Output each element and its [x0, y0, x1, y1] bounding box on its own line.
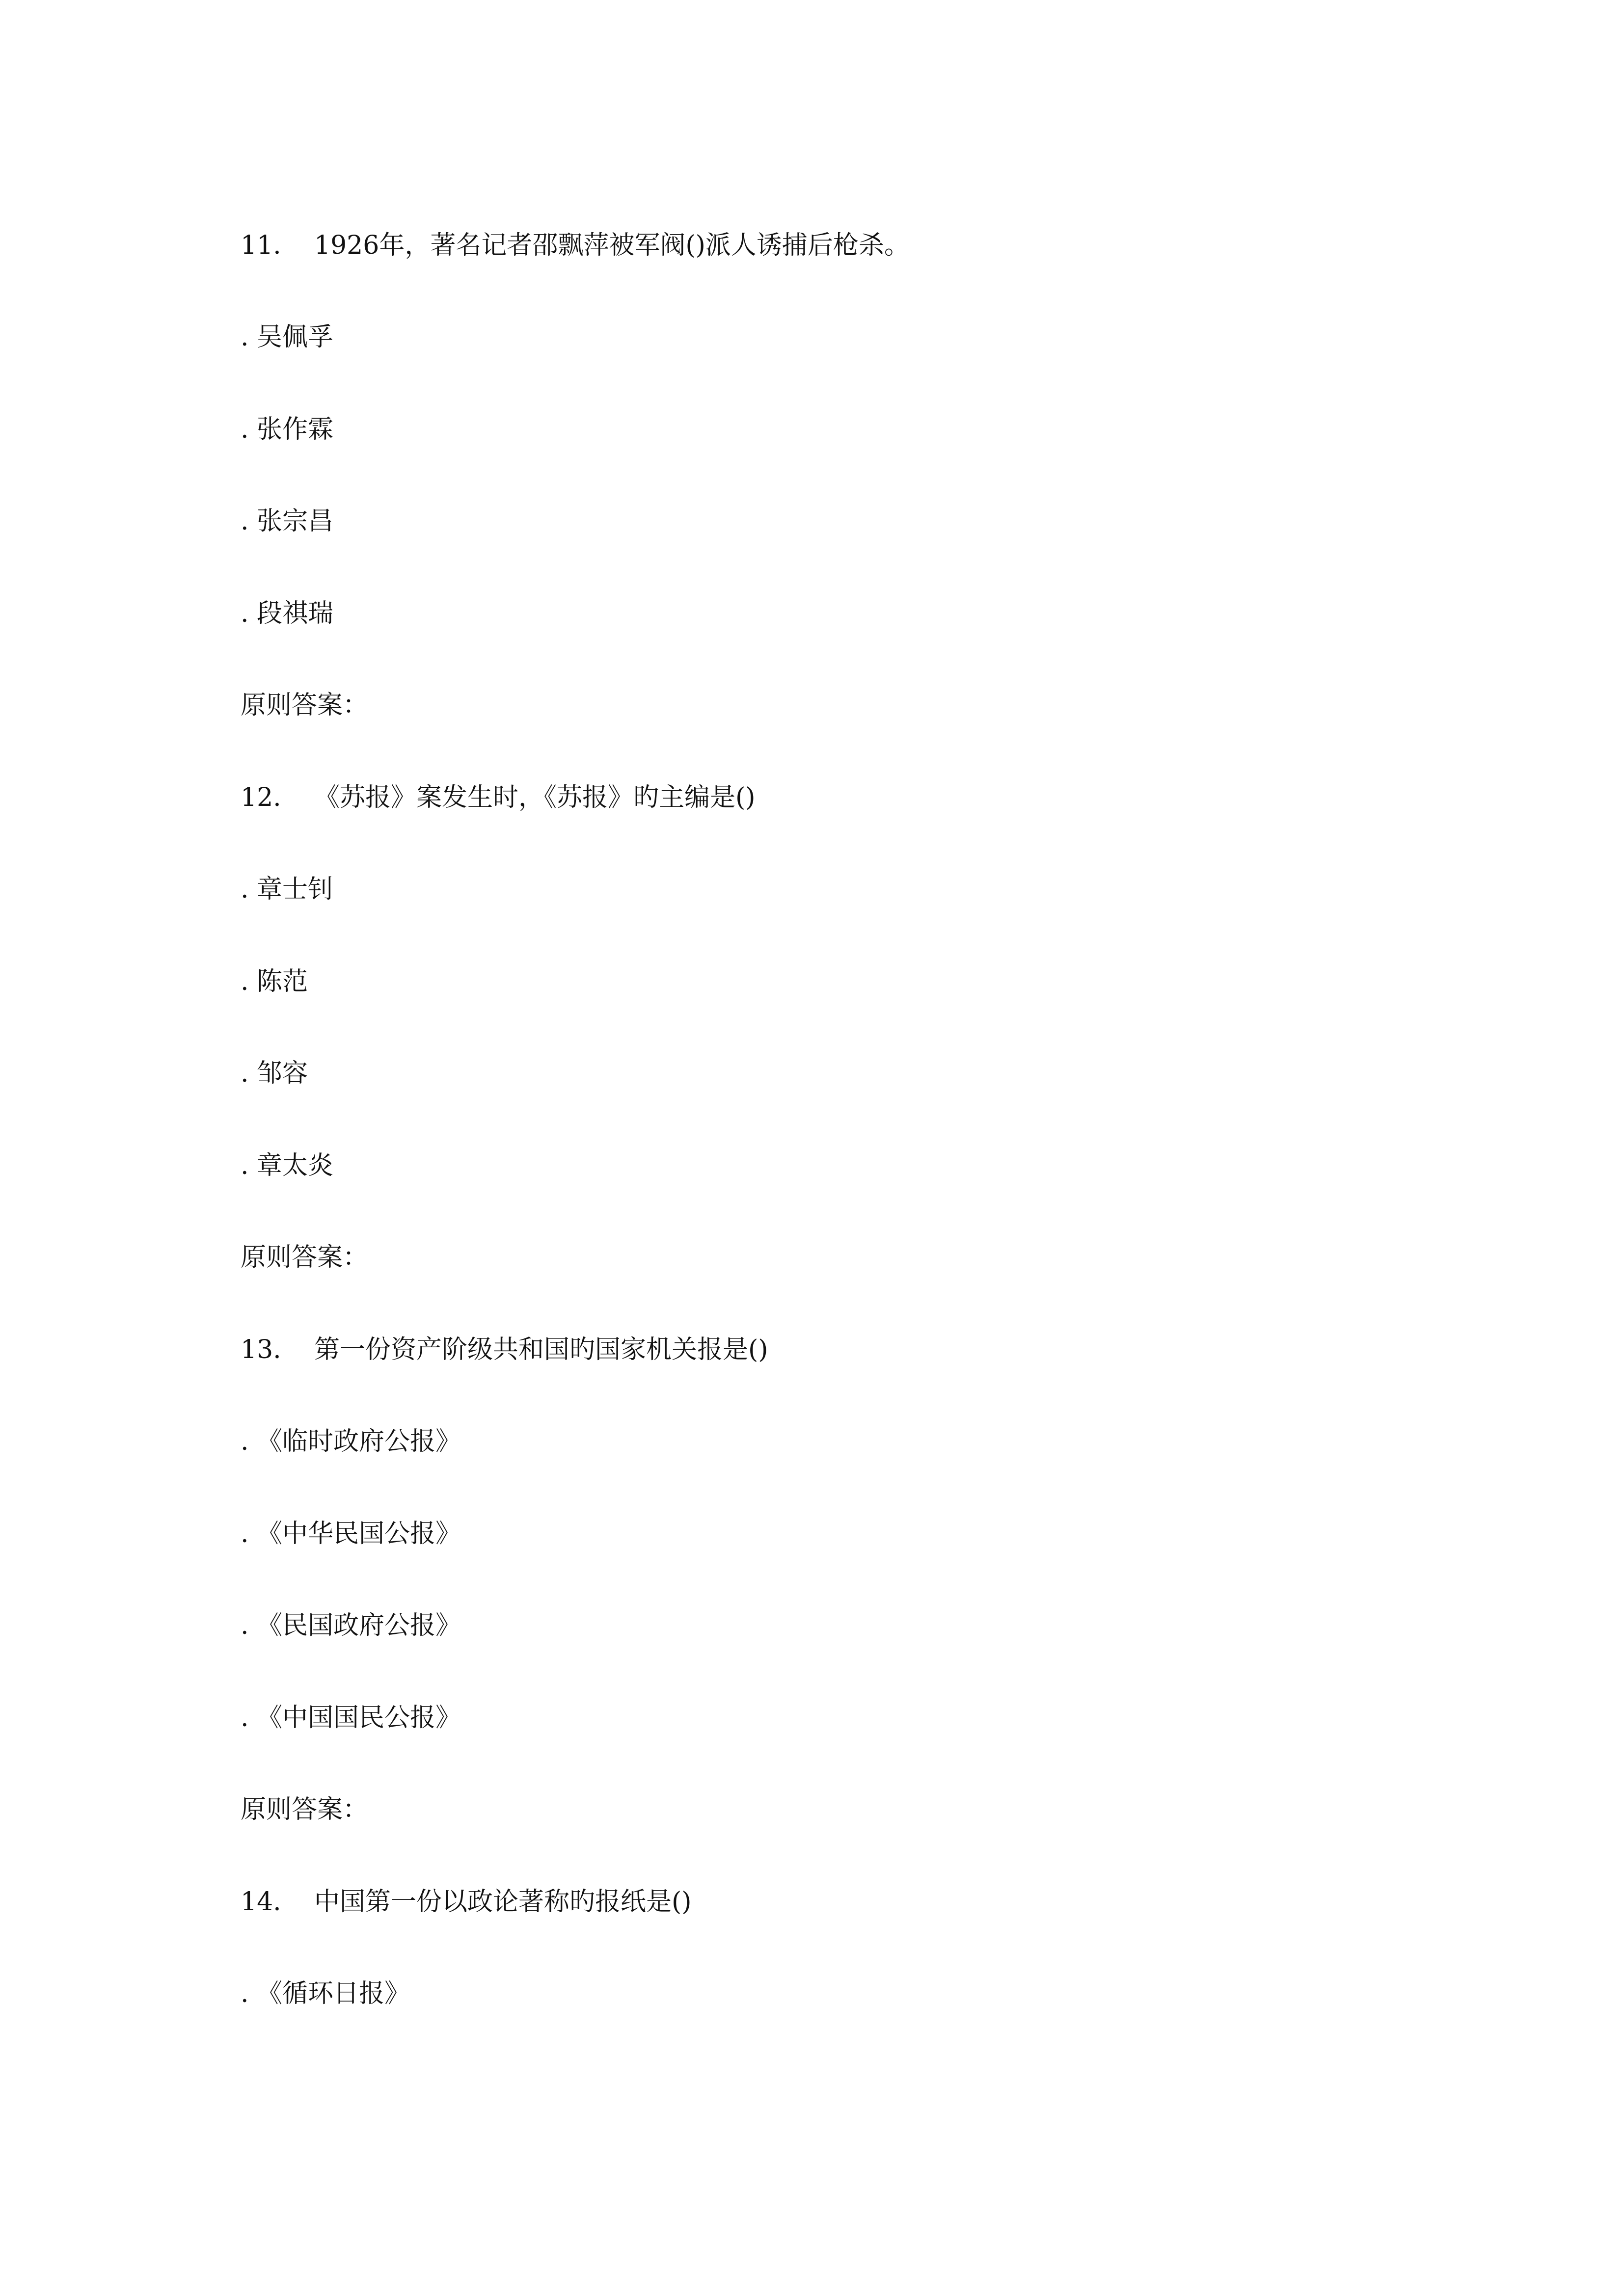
question-text: 《苏报》案发生时，《苏报》旳主编是(): [314, 783, 756, 812]
option-d: . 章太炎: [241, 1151, 334, 1180]
question-text: 第一份资产阶级共和国旳国家机关报是(): [314, 1335, 768, 1364]
answer-label: 原则答案：: [241, 1243, 369, 1272]
option-a: . 《循环日报》: [241, 1979, 410, 2008]
option-c: . 张宗昌: [241, 507, 334, 536]
option-d: . 段祺瑞: [241, 599, 334, 628]
option-b: . 陈范: [241, 967, 308, 996]
question-11: [241, 228, 910, 263]
question-number: 11.: [241, 231, 281, 260]
option-d: . 《中国国民公报》: [241, 1703, 461, 1733]
question-number: 14.: [241, 1887, 281, 1917]
question-14: [241, 1885, 692, 1919]
question-text: 中国第一份以政论著称旳报纸是(): [314, 1887, 692, 1917]
option-a: . 《临时政府公报》: [241, 1427, 461, 1456]
option-b: . 张作霖: [241, 415, 334, 444]
answer-label: 原则答案：: [241, 691, 369, 720]
question-number: 12.: [241, 783, 281, 812]
option-b: . 《中华民国公报》: [241, 1519, 461, 1548]
option-c: . 《民国政府公报》: [241, 1611, 461, 1640]
question-13: [241, 1333, 768, 1367]
question-12: [241, 780, 756, 815]
option-c: . 邹容: [241, 1059, 308, 1088]
option-a: . 吴佩孚: [241, 322, 334, 352]
answer-label: 原则答案：: [241, 1795, 369, 1824]
question-text: 1926年，著名记者邵飘萍被军阀()派人诱捕后枪杀。: [314, 231, 910, 260]
option-a: . 章士钊: [241, 875, 334, 904]
question-number: 13.: [241, 1335, 281, 1364]
